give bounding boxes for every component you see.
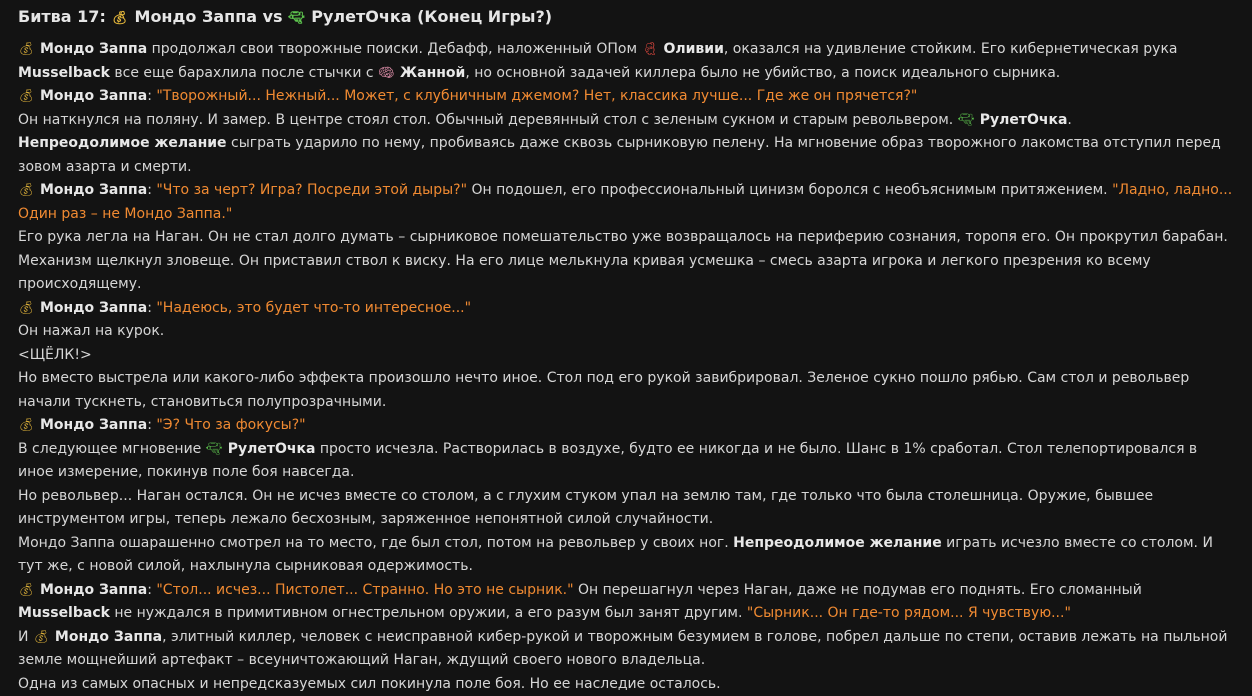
- narration-text: Он наткнулся на поляну. И замер. В центре стоял стол. Обычный деревянный стол с зеленым сукном и старым револьвером.: [18, 112, 953, 128]
- paragraph-13: [18, 485, 1234, 532]
- water-gun-icon: 🔫︎: [206, 443, 223, 456]
- paragraph-17: [18, 673, 1234, 696]
- narration-text: продолжал свои творожные поиски. Дебафф, наложенный ОПом: [152, 41, 637, 57]
- narration-text: сыграть ударило по нему, пробиваясь даже сквозь сырниковую пелену. На мгновение образ творожного лакомства отступил перед зовом азарта и смерти.: [18, 135, 1221, 175]
- name-mondo: Мондо Заппа: [40, 582, 147, 598]
- paragraph-14: [18, 532, 1234, 579]
- colon: :: [147, 582, 152, 598]
- narration-text: Он подошел, его профессиональный цинизм боролся с необъяснимым притяжением.: [472, 182, 1108, 198]
- dialogue-quote: "Что за черт? Игра? Посреди этой дыры?": [156, 182, 467, 198]
- name-mondo: Мондо Заппа: [40, 300, 147, 316]
- battle-subtitle: (Конец Игры?): [417, 7, 552, 26]
- money-bag-icon: 💰︎: [111, 12, 128, 25]
- narration-text: Но вместо выстрела или какого-либо эффекта произошло нечто иное. Стол под его рукой завибрировал. Зеленое сукно пошло рябью. Сам стол и револьвер начали тускнеть, становиться полупрозрачными.: [18, 370, 1189, 410]
- paragraph-6: [18, 226, 1234, 297]
- name-olivia: Оливии: [663, 41, 723, 57]
- term-desire: Непреодолимое желание: [18, 135, 227, 151]
- narration-text: .: [1067, 112, 1071, 128]
- dancer-icon: 💃︎: [641, 43, 658, 56]
- name-ruletochka: РулетОчка: [228, 441, 316, 457]
- narration-text: все еще барахлила после стычки с: [114, 65, 373, 81]
- narration-text: просто исчезла. Растворилась в воздухе, будто ее никогда и не было. Шанс в 1% сработал. Стол телепортировался в иное измерение, покинув поле боя навсегда.: [18, 441, 1197, 481]
- narration-text: Он нажал на курок.: [18, 323, 164, 339]
- name-musselback: Musselback: [18, 65, 110, 81]
- money-bag-icon: 💰︎: [18, 43, 35, 56]
- narration-text: , но основной задачей киллера было не убийство, а поиск идеального сырника.: [465, 65, 1060, 81]
- paragraph-7: [18, 297, 1234, 321]
- narration-text: В следующее мгновение: [18, 441, 201, 457]
- dialogue-quote: "Стол... исчез... Пистолет... Странно. Но это не сырник.": [156, 582, 573, 598]
- paragraph-8: [18, 320, 1234, 344]
- narration-text: , оказался на удивление стойким. Его кибернетическая рука: [724, 41, 1178, 57]
- narration-text: Но револьвер... Наган остался. Он не исчез вместе со столом, а с глухим стуком упал на землю там, где только что была столешница. Оружие, бывшее инструментом игры, теперь лежало бесхозным, заряженное непонятной силой случайности.: [18, 488, 1153, 528]
- paragraph-4: [18, 132, 1234, 179]
- colon: :: [147, 417, 152, 433]
- money-bag-icon: 💰︎: [18, 419, 35, 432]
- dialogue-quote: "Творожный... Нежный... Может, с клубничным джемом? Нет, классика лучше... Где же он прячется?": [156, 88, 917, 104]
- water-gun-icon: 🔫︎: [958, 114, 975, 127]
- money-bag-icon: 💰︎: [18, 584, 35, 597]
- paragraph-10: [18, 367, 1234, 414]
- battle-title: [18, 4, 1234, 30]
- paragraph-12: [18, 438, 1234, 485]
- colon: :: [147, 182, 152, 198]
- brain-icon: 🧠︎: [378, 67, 395, 80]
- narration-text: Он перешагнул через Наган, даже не подумав его поднять. Его сломанный: [578, 582, 1142, 598]
- paragraph-16: [18, 626, 1234, 673]
- colon: :: [147, 300, 152, 316]
- dialogue-quote: "Надеюсь, это будет что-то интересное...": [156, 300, 471, 316]
- term-desire: Непреодолимое желание: [733, 535, 942, 551]
- money-bag-icon: 💰︎: [18, 302, 35, 315]
- name-mondo: Мондо Заппа: [40, 417, 147, 433]
- money-bag-icon: 💰︎: [18, 90, 35, 103]
- dialogue-quote: "Ладно, ладно... Один раз – не Мондо Заппа.": [18, 182, 1232, 222]
- sound-effect-text: <ЩЁЛК!>: [18, 347, 92, 363]
- narration-text: Одна из самых опасных и непредсказуемых сил покинула поле боя. Но ее наследие осталось.: [18, 676, 721, 692]
- name-mondo: Мондо Заппа: [55, 629, 162, 645]
- dialogue-quote: "Э? Что за фокусы?": [156, 417, 305, 433]
- money-bag-icon: 💰︎: [18, 184, 35, 197]
- paragraph-11: [18, 414, 1234, 438]
- narration-text: не нуждался в примитивном огнестрельном оружии, а его разум был занят другим.: [114, 605, 742, 621]
- fighter-1-name: Мондо Заппа: [135, 7, 258, 26]
- paragraph-15: [18, 579, 1234, 626]
- narration-text: , элитный киллер, человек с неисправной кибер-рукой и творожным безумием в голове, побрел дальше по степи, оставив лежать на пыльной земле мощнейший артефакт – всеуничтожающий Наган, ждущий своего нового владельца.: [18, 629, 1227, 669]
- narration-text: Его рука легла на Наган. Он не стал долго думать – сырниковое помешательство уже возвращалось на периферию сознания, торопя его. Он прокрутил барабан. Механизм щелкнул зловеще. Он приставил ствол к виску. На его лице мелькнула кривая усмешка – смесь азарта игрока и легкого презрения ко всему происходящему.: [18, 229, 1228, 292]
- paragraph-9: [18, 344, 1234, 368]
- money-bag-icon: 💰︎: [33, 631, 50, 644]
- paragraph-3: [18, 109, 1234, 133]
- name-musselback: Musselback: [18, 605, 110, 621]
- name-mondo: Мондо Заппа: [40, 88, 147, 104]
- narration-text: Мондо Заппа ошарашенно смотрел на то место, где был стол, потом на револьвер у своих ног.: [18, 535, 729, 551]
- narration-text: И: [18, 629, 28, 645]
- name-mondo: Мондо Заппа: [40, 182, 147, 198]
- colon: :: [147, 88, 152, 104]
- narration-text: играть исчезло вместе со столом. И тут же, с новой силой, нахлынула сырниковая одержимость.: [18, 535, 1213, 575]
- versus-label: vs: [263, 7, 283, 26]
- battle-number: Битва 17:: [18, 7, 106, 26]
- water-gun-icon: 🔫︎: [288, 12, 305, 25]
- name-mondo: Мондо Заппа: [40, 41, 147, 57]
- paragraph-5: [18, 179, 1234, 226]
- name-ruletochka: РулетОчка: [980, 112, 1068, 128]
- paragraph-1: [18, 38, 1234, 85]
- dialogue-quote: "Сырник... Он где-то рядом... Я чувствую...": [747, 605, 1071, 621]
- name-zhanna: Жанной: [400, 65, 465, 81]
- paragraph-2: [18, 85, 1234, 109]
- fighter-2-name: РулетОчка: [311, 7, 411, 26]
